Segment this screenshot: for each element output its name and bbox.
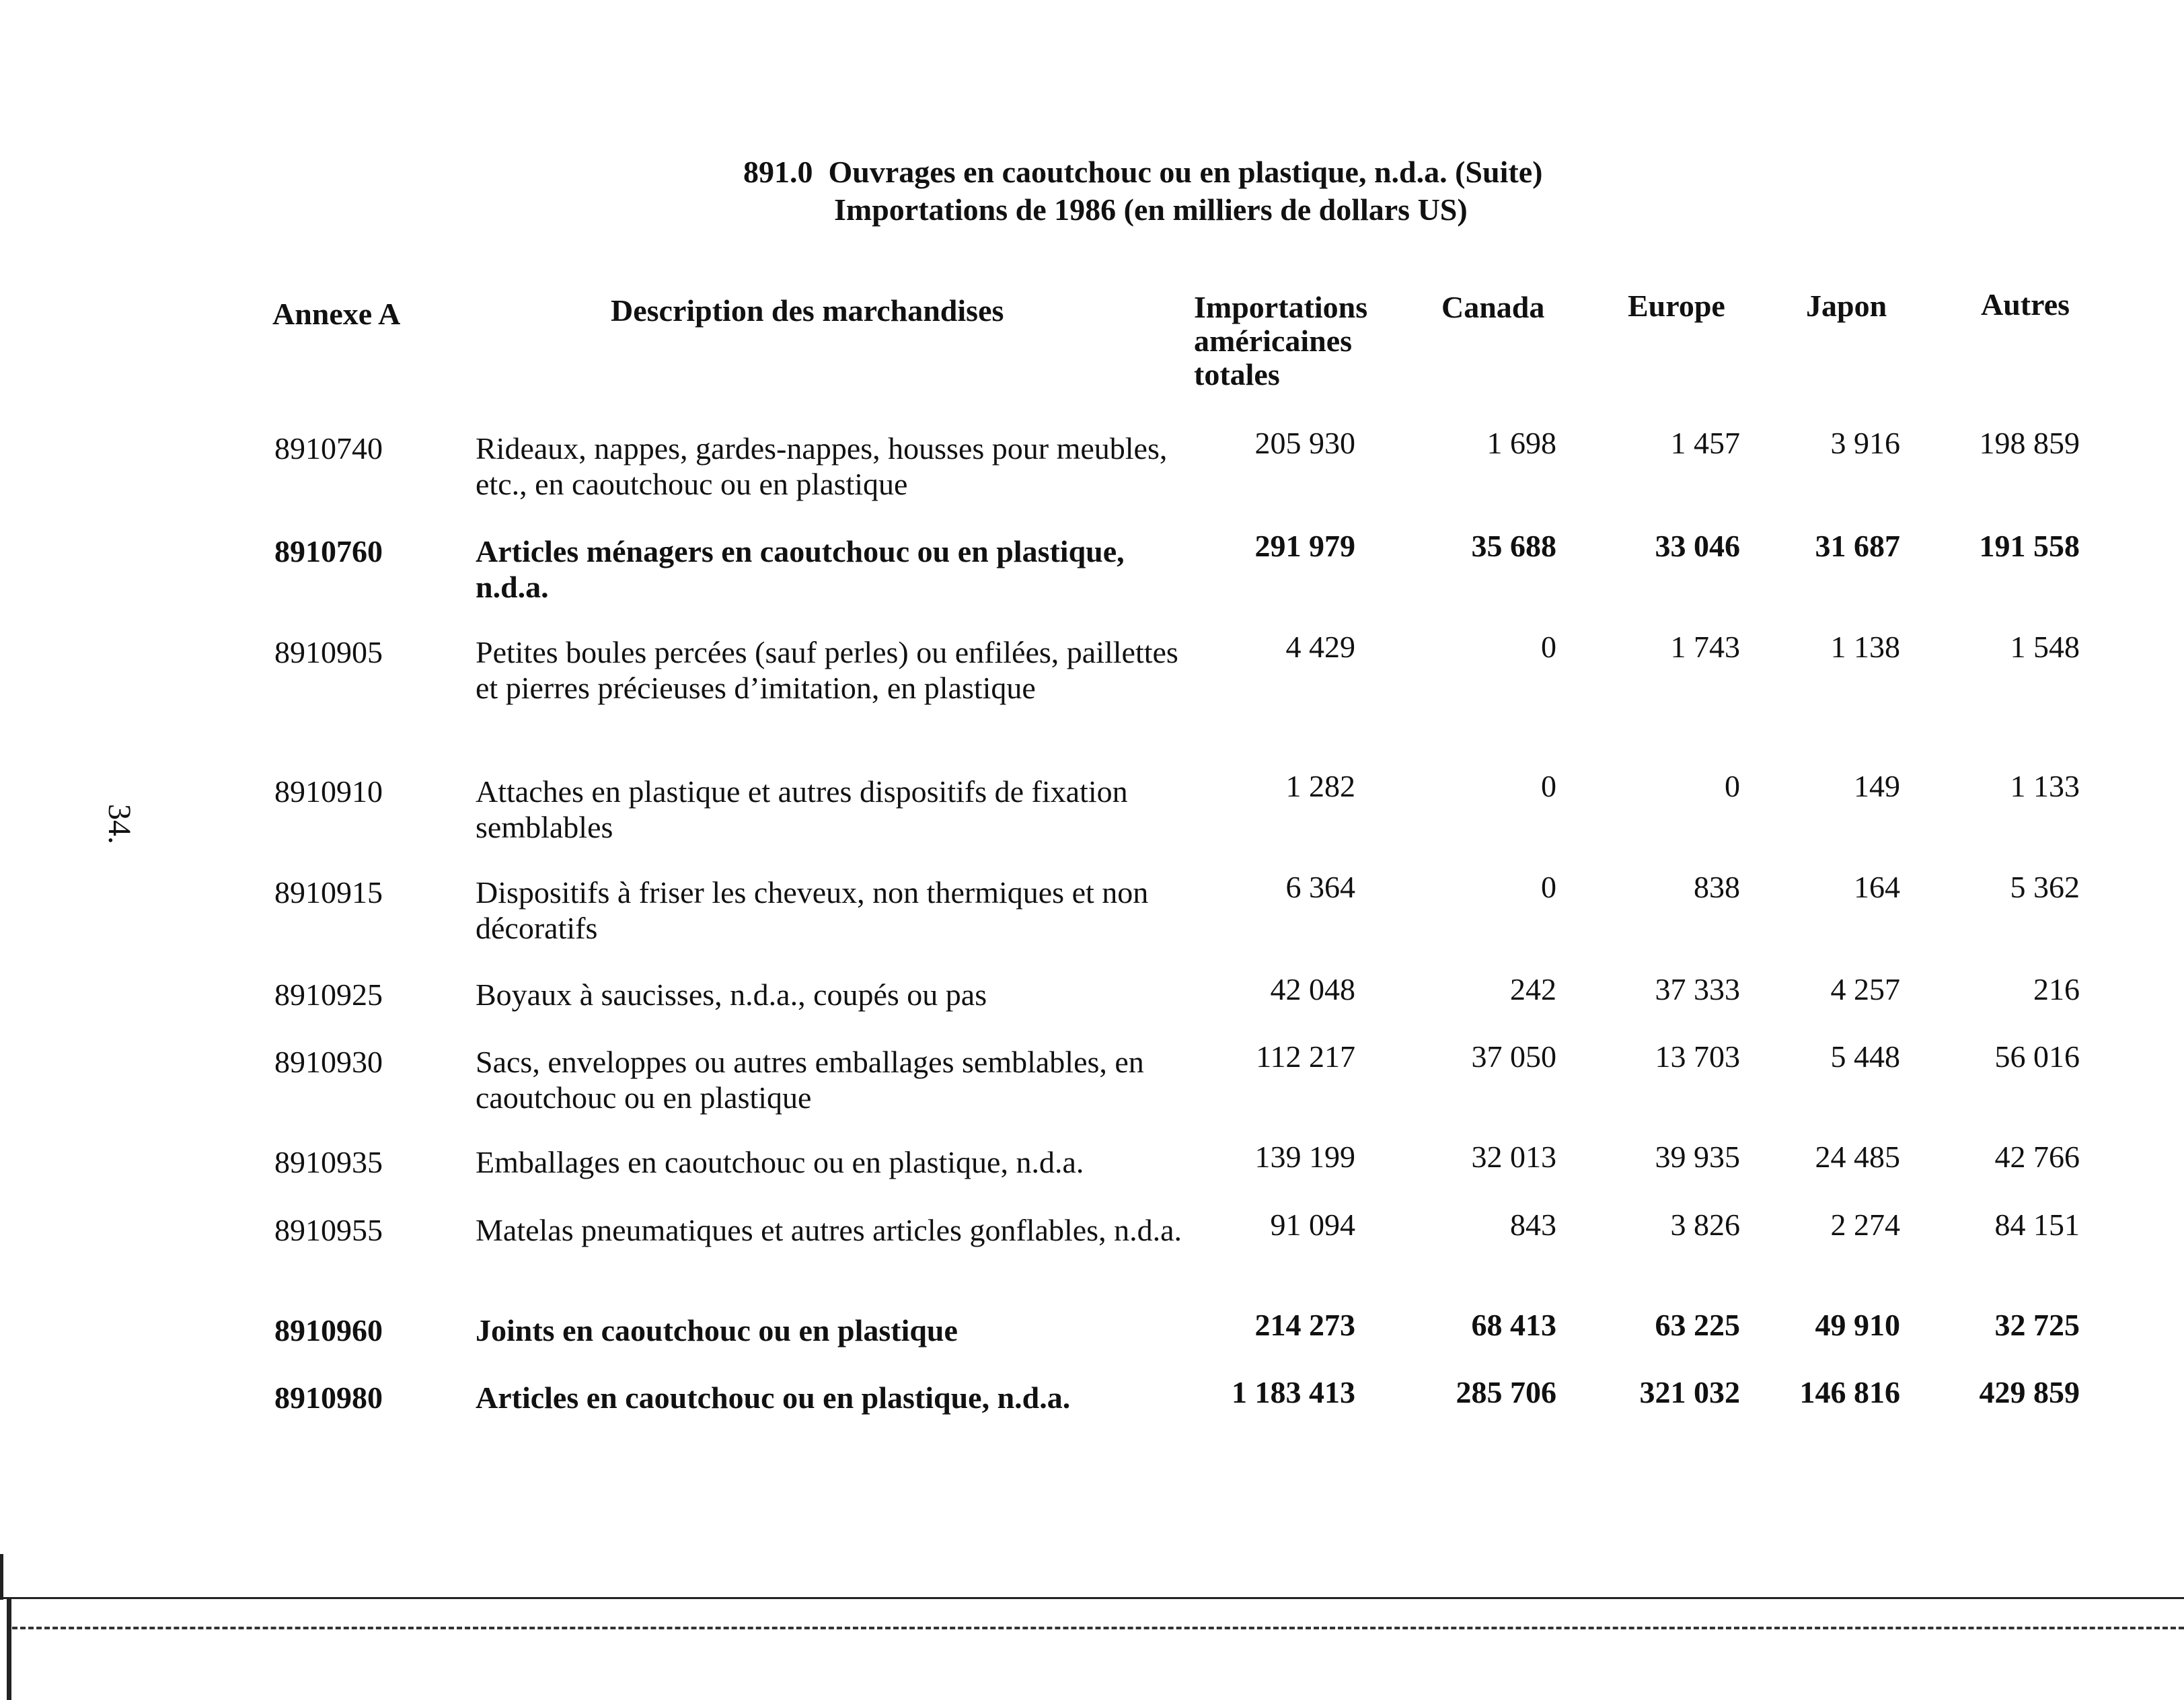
row-value-total: 139 199	[1254, 1140, 1355, 1174]
row-code: 8910910	[274, 774, 383, 809]
header-description: Description des marchandises	[611, 293, 1004, 328]
row-value-europe: 838	[1694, 870, 1740, 904]
row-value-japon: 4 257	[1830, 972, 1900, 1006]
row-value-autres: 84 151	[1994, 1208, 2080, 1242]
row-value-autres: 42 766	[1994, 1140, 2080, 1174]
row-value-japon: 24 485	[1815, 1140, 1900, 1174]
row-value-europe: 33 046	[1655, 529, 1740, 563]
row-value-autres: 5 362	[2010, 870, 2080, 904]
row-value-europe: 0	[1725, 769, 1740, 803]
row-value-japon: 49 910	[1815, 1308, 1900, 1342]
row-value-autres: 56 016	[1994, 1039, 2080, 1074]
row-value-europe: 37 333	[1655, 972, 1740, 1006]
row-code: 8910980	[274, 1380, 383, 1415]
row-value-total: 6 364	[1285, 870, 1355, 904]
row-value-japon: 164	[1854, 870, 1900, 904]
row-code: 8910925	[274, 977, 383, 1012]
page-edge-mark	[0, 1554, 3, 1600]
row-value-europe: 1 743	[1670, 630, 1740, 664]
row-value-canada: 285 706	[1456, 1375, 1556, 1409]
row-value-japon: 31 687	[1815, 529, 1900, 563]
page-number: 34.	[102, 804, 137, 844]
row-description: Sacs, enveloppes ou autres emballages semblables, en caoutchouc ou en plastique	[476, 1045, 1144, 1115]
header-autres: Autres	[1981, 287, 2070, 322]
row-code: 8910930	[274, 1045, 383, 1079]
header-total-line-1: Importations	[1194, 290, 1368, 324]
row-value-canada: 1 698	[1486, 426, 1556, 460]
row-value-canada: 68 413	[1471, 1308, 1556, 1342]
row-value-japon: 2 274	[1830, 1208, 1900, 1242]
row-value-canada: 35 688	[1471, 529, 1556, 563]
row-value-japon: 146 816	[1799, 1375, 1900, 1409]
bottom-rule	[0, 1597, 2184, 1599]
row-code: 8910740	[274, 431, 383, 466]
row-value-total: 42 048	[1270, 972, 1355, 1006]
row-description: Articles en caoutchouc ou en plastique, n.d.a.	[476, 1380, 1071, 1415]
row-value-canada: 32 013	[1471, 1140, 1556, 1174]
header-total-imports	[1194, 291, 1367, 392]
row-code: 8910935	[274, 1145, 383, 1179]
row-description: Dispositifs à friser les cheveux, non thermiques et non décoratifs	[476, 875, 1149, 945]
header-total-line-2: américaines	[1194, 324, 1353, 358]
row-description: Rideaux, nappes, gardes-nappes, housses pour meubles, etc., en caoutchouc ou en plastique	[476, 431, 1168, 501]
row-value-total: 291 979	[1254, 529, 1355, 563]
header-canada: Canada	[1441, 290, 1545, 324]
row-code: 8910955	[274, 1213, 383, 1247]
row-code: 8910915	[274, 875, 383, 910]
row-value-canada: 0	[1541, 870, 1556, 904]
header-annexe: Annexe A	[272, 297, 401, 331]
row-value-autres: 191 558	[1979, 529, 2080, 563]
page-edge-bar	[7, 1597, 11, 1700]
row-value-total: 1 183 413	[1232, 1375, 1355, 1409]
row-code: 8910760	[274, 534, 383, 568]
bottom-rule-dashed	[12, 1627, 2184, 1629]
row-value-total: 1 282	[1285, 769, 1355, 803]
row-description: Boyaux à saucisses, n.d.a., coupés ou pas	[476, 977, 987, 1012]
row-value-japon: 1 138	[1830, 630, 1900, 664]
row-value-canada: 242	[1510, 972, 1556, 1006]
row-description: Matelas pneumatiques et autres articles gonflables, n.d.a.	[476, 1213, 1182, 1247]
title-line-1: 891.0 Ouvrages en caoutchouc ou en plastique, n.d.a. (Suite)	[743, 155, 1543, 189]
row-value-europe: 39 935	[1655, 1140, 1740, 1174]
row-value-autres: 1 133	[2010, 769, 2080, 803]
row-value-total: 91 094	[1270, 1208, 1355, 1242]
row-value-autres: 32 725	[1994, 1308, 2080, 1342]
row-value-canada: 0	[1541, 630, 1556, 664]
title-line-2: Importations de 1986 (en milliers de dollars US)	[834, 192, 1468, 227]
row-value-europe: 63 225	[1655, 1308, 1740, 1342]
row-value-autres: 216	[2033, 972, 2080, 1006]
document-title	[743, 153, 1542, 229]
row-value-japon: 3 916	[1830, 426, 1900, 460]
row-code: 8910960	[274, 1313, 383, 1347]
row-value-total: 4 429	[1285, 630, 1355, 664]
row-description: Petites boules percées (sauf perles) ou enfilées, paillettes et pierres précieuses d’imitation, en plastique	[476, 635, 1178, 705]
row-value-total: 205 930	[1254, 426, 1355, 460]
header-total-line-3: totales	[1194, 357, 1280, 392]
row-value-europe: 321 032	[1639, 1375, 1740, 1409]
row-value-autres: 429 859	[1979, 1375, 2080, 1409]
row-value-europe: 13 703	[1655, 1039, 1740, 1074]
row-description: Joints en caoutchouc ou en plastique	[476, 1313, 958, 1347]
row-description: Emballages en caoutchouc ou en plastique, n.d.a.	[476, 1145, 1084, 1179]
header-japon: Japon	[1806, 289, 1887, 323]
row-value-europe: 1 457	[1670, 426, 1740, 460]
row-value-autres: 198 859	[1979, 426, 2080, 460]
row-description: Articles ménagers en caoutchouc ou en plastique, n.d.a.	[476, 534, 1125, 604]
row-value-total: 214 273	[1254, 1308, 1355, 1342]
row-value-japon: 149	[1854, 769, 1900, 803]
row-value-japon: 5 448	[1830, 1039, 1900, 1074]
row-value-canada: 37 050	[1471, 1039, 1556, 1074]
row-code: 8910905	[274, 635, 383, 669]
row-value-autres: 1 548	[2010, 630, 2080, 664]
row-description: Attaches en plastique et autres dispositifs de fixation semblables	[476, 774, 1128, 844]
row-value-europe: 3 826	[1670, 1208, 1740, 1242]
row-value-canada: 843	[1510, 1208, 1556, 1242]
row-value-canada: 0	[1541, 769, 1556, 803]
row-value-total: 112 217	[1256, 1039, 1355, 1074]
header-europe: Europe	[1628, 289, 1725, 323]
